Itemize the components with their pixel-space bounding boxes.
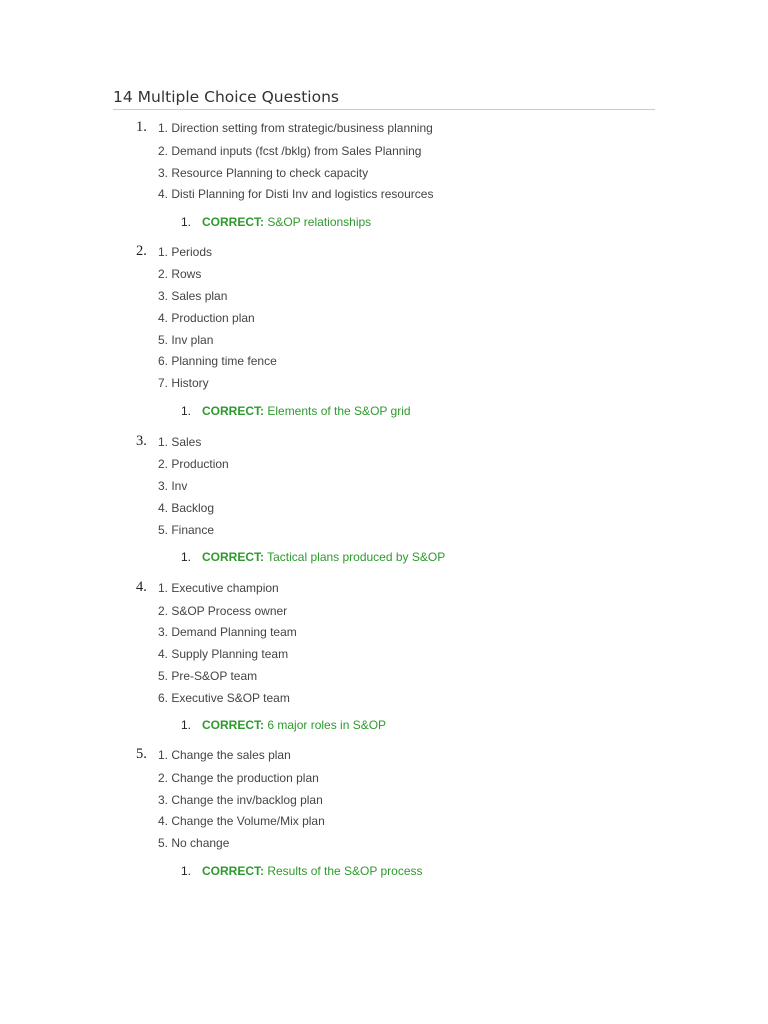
correct-answer [181,864,423,878]
question-number: 4. [136,579,147,595]
page-title: 14 Multiple Choice Questions [113,88,655,110]
question-option: 2. Demand inputs (fcst /bklg) from Sales Planning [158,144,422,158]
question-option: 6. Planning time fence [158,354,277,368]
answer-number: 1. [181,550,192,564]
question-number: 2. [136,243,147,259]
correct-answer [181,404,411,418]
question-option: 2. Production [158,457,229,471]
answer-number: 1. [181,864,192,878]
question-option: 4. Change the Volume/Mix plan [158,814,325,828]
question-option: 1. Direction setting from strategic/business planning [158,121,433,135]
question-option: 2. S&OP Process owner [158,604,288,618]
question-option: 6. Executive S&OP team [158,691,290,705]
answer-number: 1. [181,404,192,418]
correct-answer [181,718,386,732]
question-option: 5. No change [158,836,230,850]
correct-label: CORRECT: [202,718,264,732]
question-option: 1. Executive champion [158,581,279,595]
answer-text: Tactical plans produced by S&OP [267,550,446,564]
answer-text: Elements of the S&OP grid [267,404,411,418]
question-option: 4. Disti Planning for Disti Inv and logistics resources [158,187,434,201]
question-number: 5. [136,746,147,762]
correct-answer [181,550,445,564]
correct-label: CORRECT: [202,864,264,878]
question-option: 1. Sales [158,435,202,449]
question-option: 3. Inv [158,479,188,493]
question-option: 4. Backlog [158,501,215,515]
question-option: 7. History [158,376,209,390]
question-option: 2. Change the production plan [158,771,319,785]
correct-label: CORRECT: [202,550,264,564]
correct-answer [181,215,371,229]
answer-number: 1. [181,718,192,732]
correct-label: CORRECT: [202,215,264,229]
question-option: 5. Pre-S&OP team [158,669,258,683]
question-option: 3. Sales plan [158,289,228,303]
question-option: 1. Periods [158,245,213,259]
answer-text: 6 major roles in S&OP [267,718,387,732]
answer-text: Results of the S&OP process [267,864,423,878]
question-option: 3. Change the inv/backlog plan [158,793,323,807]
question-number: 3. [136,433,147,449]
question-option: 4. Production plan [158,311,255,325]
question-option: 2. Rows [158,267,202,281]
question-option: 5. Finance [158,523,215,537]
question-option: 4. Supply Planning team [158,647,289,661]
answer-text: S&OP relationships [267,215,372,229]
answer-number: 1. [181,215,192,229]
question-option: 3. Demand Planning team [158,625,297,639]
correct-label: CORRECT: [202,404,264,418]
question-number: 1. [136,119,147,135]
question-option: 5. Inv plan [158,333,214,347]
question-option: 1. Change the sales plan [158,748,291,762]
question-option: 3. Resource Planning to check capacity [158,166,369,180]
